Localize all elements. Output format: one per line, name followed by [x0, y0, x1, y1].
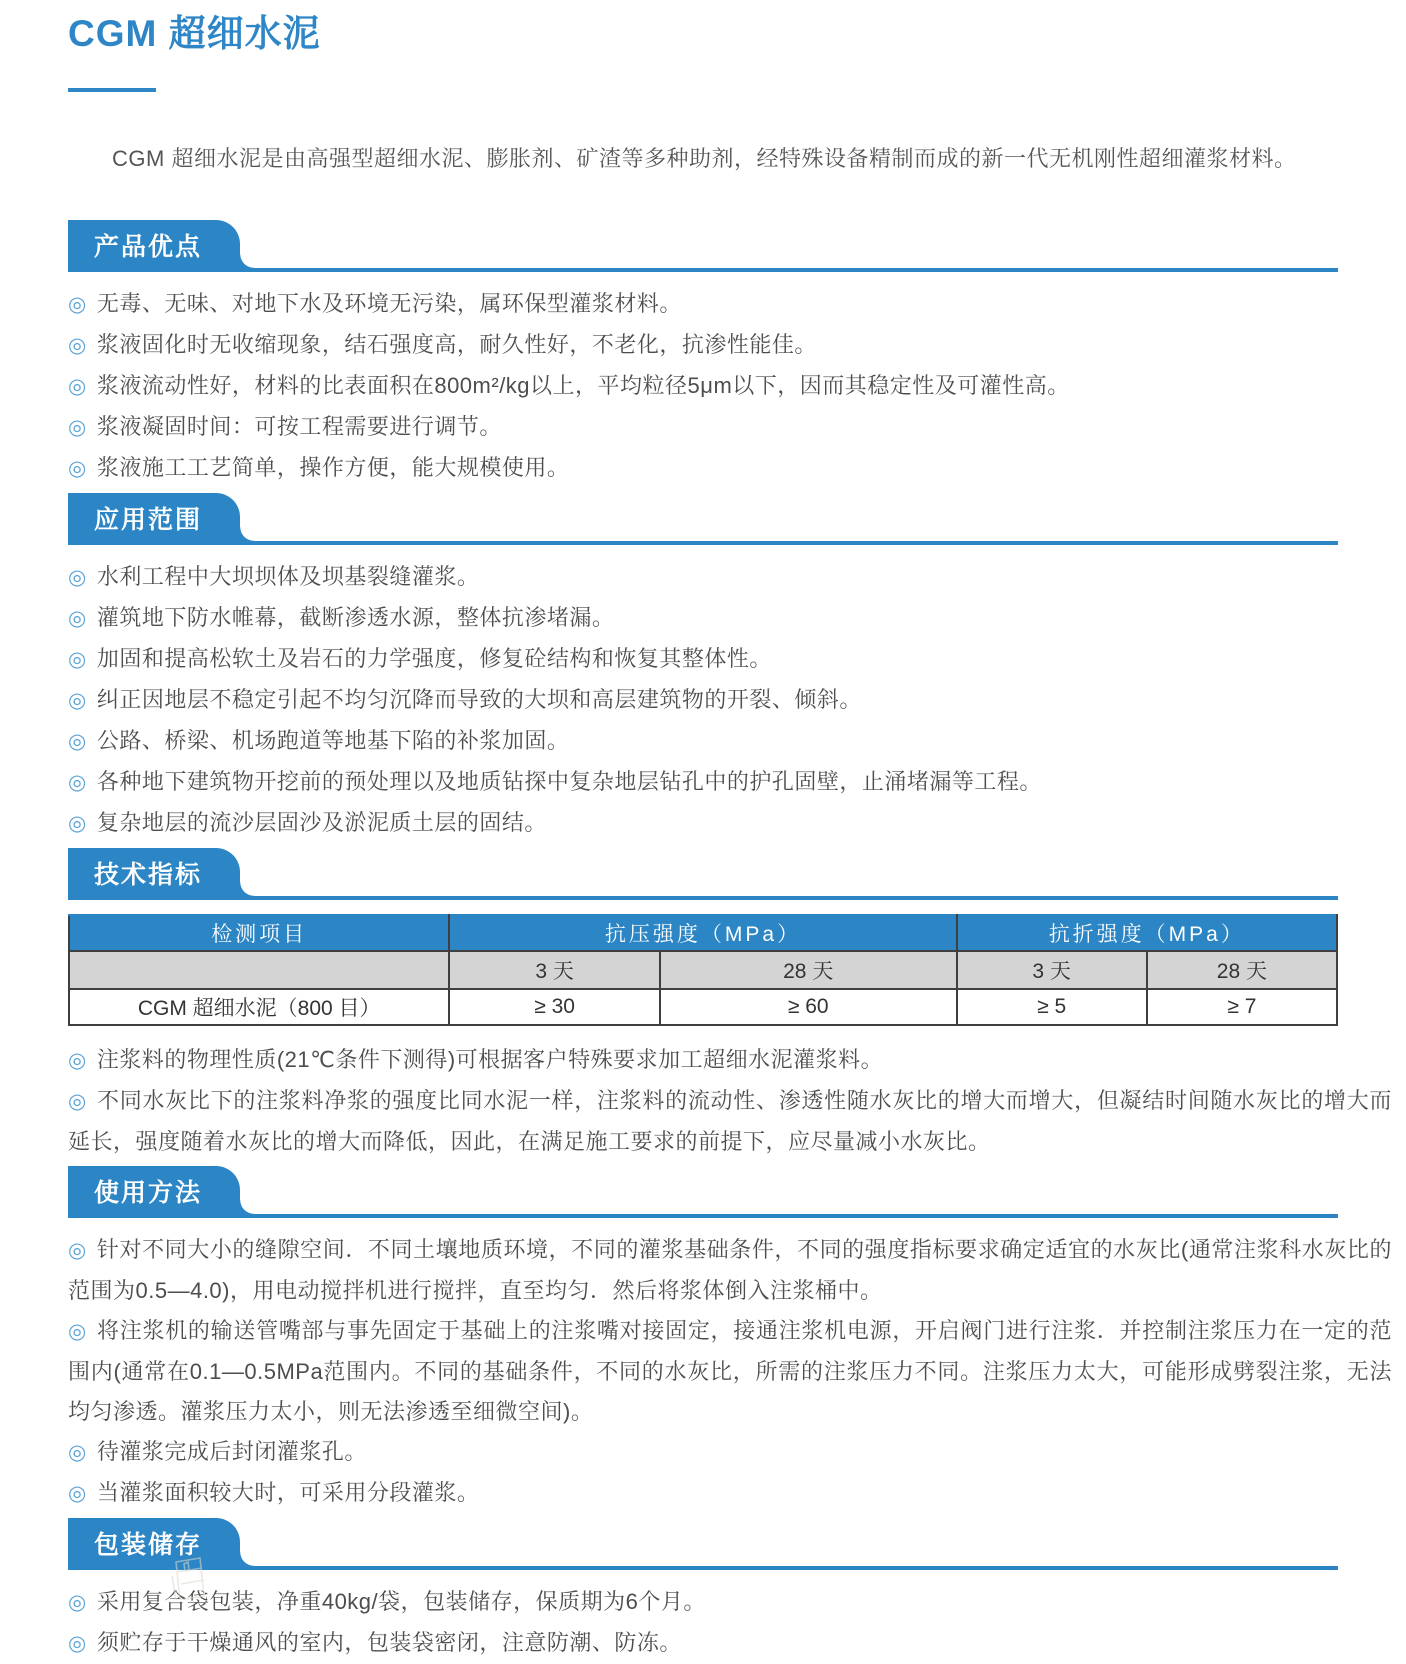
- list-item-text: 注浆料的物理性质(21℃条件下测得)可根据客户特殊要求加工超细水泥灌浆料。: [96, 1047, 884, 1072]
- list-item-text: 针对不同大小的缝隙空间．不同土壤地质环境，不同的灌浆基础条件，不同的强度指标要求确定适宜的水灰比(通常注浆科水灰比的范围为0.5—4.0)，用电动搅拌机进行搅拌，直至均匀．然后将浆体倒入注浆桶中。: [68, 1237, 1392, 1303]
- list-item: [68, 284, 1392, 325]
- section-heading-tab: [68, 848, 240, 896]
- list-item-text: 将注浆机的输送管嘴部与事先固定于基础上的注浆嘴对接固定，接通注浆机电源，开启阀门进行注浆．并控制注浆压力在一定的范围内(通常在0.1—0.5MPa范围内。不同的基础条件，不同的水灰比，所需的注浆压力不同。注浆压力太大，可能形成劈裂注浆，无法均匀渗透。灌浆压力太小，则无法渗透至细微空间)。: [68, 1318, 1392, 1424]
- table-subheader-empty: [69, 951, 449, 989]
- section-heading-label: 产品优点: [94, 233, 203, 261]
- list-item-text: 待灌浆完成后封闭灌浆孔。: [96, 1439, 367, 1464]
- table-subheader-row: [69, 951, 1337, 989]
- bullet-icon: ◎: [68, 1320, 88, 1343]
- section-heading-label: 技术指标: [94, 861, 203, 889]
- list-item-text: 公路、桥梁、机场跑道等地基下陷的补浆加固。: [96, 728, 570, 753]
- section-heading-rule: [68, 1518, 1338, 1570]
- section-packaging: [68, 1518, 1392, 1664]
- list-item: [68, 803, 1392, 844]
- section-heading-label: 包装储存: [94, 1531, 203, 1559]
- table-header-item: 检测项目: [69, 915, 449, 951]
- list-item-text: 水利工程中大坝坝体及坝基裂缝灌浆。: [96, 564, 480, 589]
- section-heading-rule: [68, 848, 1338, 900]
- list-item-text: 浆液施工工艺简单，操作方便，能大规模使用。: [96, 455, 570, 480]
- table-cell: ≥ 60: [660, 989, 957, 1025]
- bullet-icon: ◎: [68, 457, 87, 480]
- bullet-icon: ◎: [68, 375, 87, 398]
- spec-table: [68, 914, 1338, 1026]
- bullet-icon: ◎: [68, 771, 87, 794]
- bullet-icon: ◎: [68, 1239, 87, 1262]
- bullet-icon: ◎: [68, 293, 87, 316]
- list-item-text: 浆液流动性好，材料的比表面积在800m²/kg以上，平均粒径5μm以下，因而其稳定性及可灌性高。: [96, 373, 1070, 398]
- table-header-row: [69, 915, 1337, 951]
- section-heading-label: 应用范围: [94, 506, 203, 534]
- table-cell: ≥ 5: [957, 989, 1147, 1025]
- list-item: [68, 366, 1392, 407]
- table-row-label: CGM 超细水泥（800 目）: [69, 989, 449, 1025]
- bullet-icon: ◎: [68, 648, 87, 671]
- list-item: [68, 325, 1392, 366]
- list-item-text: 加固和提高松软土及岩石的力学强度，修复砼结构和恢复其整体性。: [96, 646, 772, 671]
- list-item: [68, 1230, 1392, 1311]
- bullet-icon: ◎: [68, 730, 87, 753]
- bullet-icon: ◎: [68, 1482, 87, 1505]
- table-header-flexural: 抗折强度（MPa）: [957, 915, 1337, 951]
- section-heading-label: 使用方法: [94, 1179, 203, 1207]
- section-heading-tab: [68, 1166, 240, 1214]
- section-heading-rule: [68, 220, 1338, 272]
- bullet-icon: ◎: [68, 1441, 87, 1464]
- section-advantages: [68, 220, 1392, 489]
- bullet-icon: ◎: [68, 1049, 87, 1072]
- list-item: [68, 1473, 1392, 1514]
- list-item: [68, 1081, 1392, 1162]
- table-cell: ≥ 30: [449, 989, 659, 1025]
- list-item-text: 不同水灰比下的注浆料净浆的强度比同水泥一样，注浆料的流动性、渗透性随水灰比的增大而增大，但凝结时间随水灰比的增大而延长，强度随着水灰比的增大而降低，因此，在满足施工要求的前提下，应尽量减小水灰比。: [68, 1088, 1392, 1154]
- section-heading-rule: [68, 1166, 1338, 1218]
- list-item-text: 无毒、无味、对地下水及环境无污染，属环保型灌浆材料。: [96, 291, 682, 316]
- table-subheader-cell: 3 天: [449, 951, 659, 989]
- list-item: [68, 1582, 1392, 1623]
- advantages-list: [68, 284, 1392, 489]
- bullet-icon: ◎: [68, 416, 87, 439]
- table-header-compressive: 抗压强度（MPa）: [449, 915, 956, 951]
- list-item-text: 须贮存于干燥通风的室内，包装袋密闭，注意防潮、防冻。: [96, 1630, 682, 1655]
- table-row: [69, 989, 1337, 1025]
- list-item: [68, 639, 1392, 680]
- applications-list: [68, 557, 1392, 844]
- intro-paragraph: CGM 超细水泥是由高强型超细水泥、膨胀剂、矿渣等多种助剂，经特殊设备精制而成的新一代无机刚性超细灌浆材料。: [112, 146, 1297, 171]
- list-item: [68, 407, 1392, 448]
- list-item: [68, 1432, 1392, 1473]
- list-item-text: 纠正因地层不稳定引起不均匀沉降而导致的大坝和高层建筑物的开裂、倾斜。: [96, 687, 862, 712]
- package-bag-sketch-image: [148, 1556, 243, 1600]
- table-subheader-cell: 3 天: [957, 951, 1147, 989]
- section-heading-tab: [68, 220, 240, 268]
- list-item: [68, 1623, 1392, 1664]
- list-item-text: 各种地下建筑物开挖前的预处理以及地质钻探中复杂地层钻孔中的护孔固壁，止涌堵漏等工程。: [96, 769, 1042, 794]
- list-item: [68, 557, 1392, 598]
- list-item: [68, 721, 1392, 762]
- list-item: [68, 680, 1392, 721]
- list-item-text: 复杂地层的流沙层固沙及淤泥质土层的固结。: [96, 810, 547, 835]
- table-cell: ≥ 7: [1147, 989, 1337, 1025]
- list-item: [68, 448, 1392, 489]
- section-heading-rule: [68, 493, 1338, 545]
- bullet-icon: ◎: [68, 689, 87, 712]
- bullet-icon: ◎: [68, 1632, 87, 1655]
- list-item: [68, 598, 1392, 639]
- list-item: [68, 1311, 1392, 1432]
- title-underline: [68, 88, 156, 92]
- bullet-icon: ◎: [68, 1591, 87, 1614]
- bullet-icon: ◎: [68, 566, 87, 589]
- table-subheader-cell: 28 天: [1147, 951, 1337, 989]
- section-specs: [68, 848, 1392, 1162]
- page-title: CGM 超细水泥: [68, 13, 321, 54]
- section-heading-tab: [68, 493, 240, 541]
- section-usage: [68, 1166, 1392, 1514]
- list-item-text: 灌筑地下防水帷幕，截断渗透水源，整体抗渗堵漏。: [96, 605, 615, 630]
- list-item-text: 采用复合袋包装，净重40kg/袋，包装储存，保质期为6个月。: [96, 1589, 706, 1614]
- list-item: [68, 1040, 1392, 1081]
- bullet-icon: ◎: [68, 334, 87, 357]
- bullet-icon: ◎: [68, 1090, 88, 1113]
- table-subheader-cell: 28 天: [660, 951, 957, 989]
- packaging-list: [68, 1582, 1392, 1664]
- bullet-icon: ◎: [68, 607, 87, 630]
- list-item-text: 浆液凝固时间：可按工程需要进行调节。: [96, 414, 502, 439]
- bullet-icon: ◎: [68, 812, 87, 835]
- spec-notes: [68, 1040, 1392, 1162]
- section-applications: [68, 493, 1392, 844]
- list-item: [68, 762, 1392, 803]
- list-item-text: 浆液固化时无收缩现象，结石强度高，耐久性好，不老化，抗渗性能佳。: [96, 332, 817, 357]
- usage-list: [68, 1230, 1392, 1514]
- list-item-text: 当灌浆面积较大时，可采用分段灌浆。: [96, 1480, 480, 1505]
